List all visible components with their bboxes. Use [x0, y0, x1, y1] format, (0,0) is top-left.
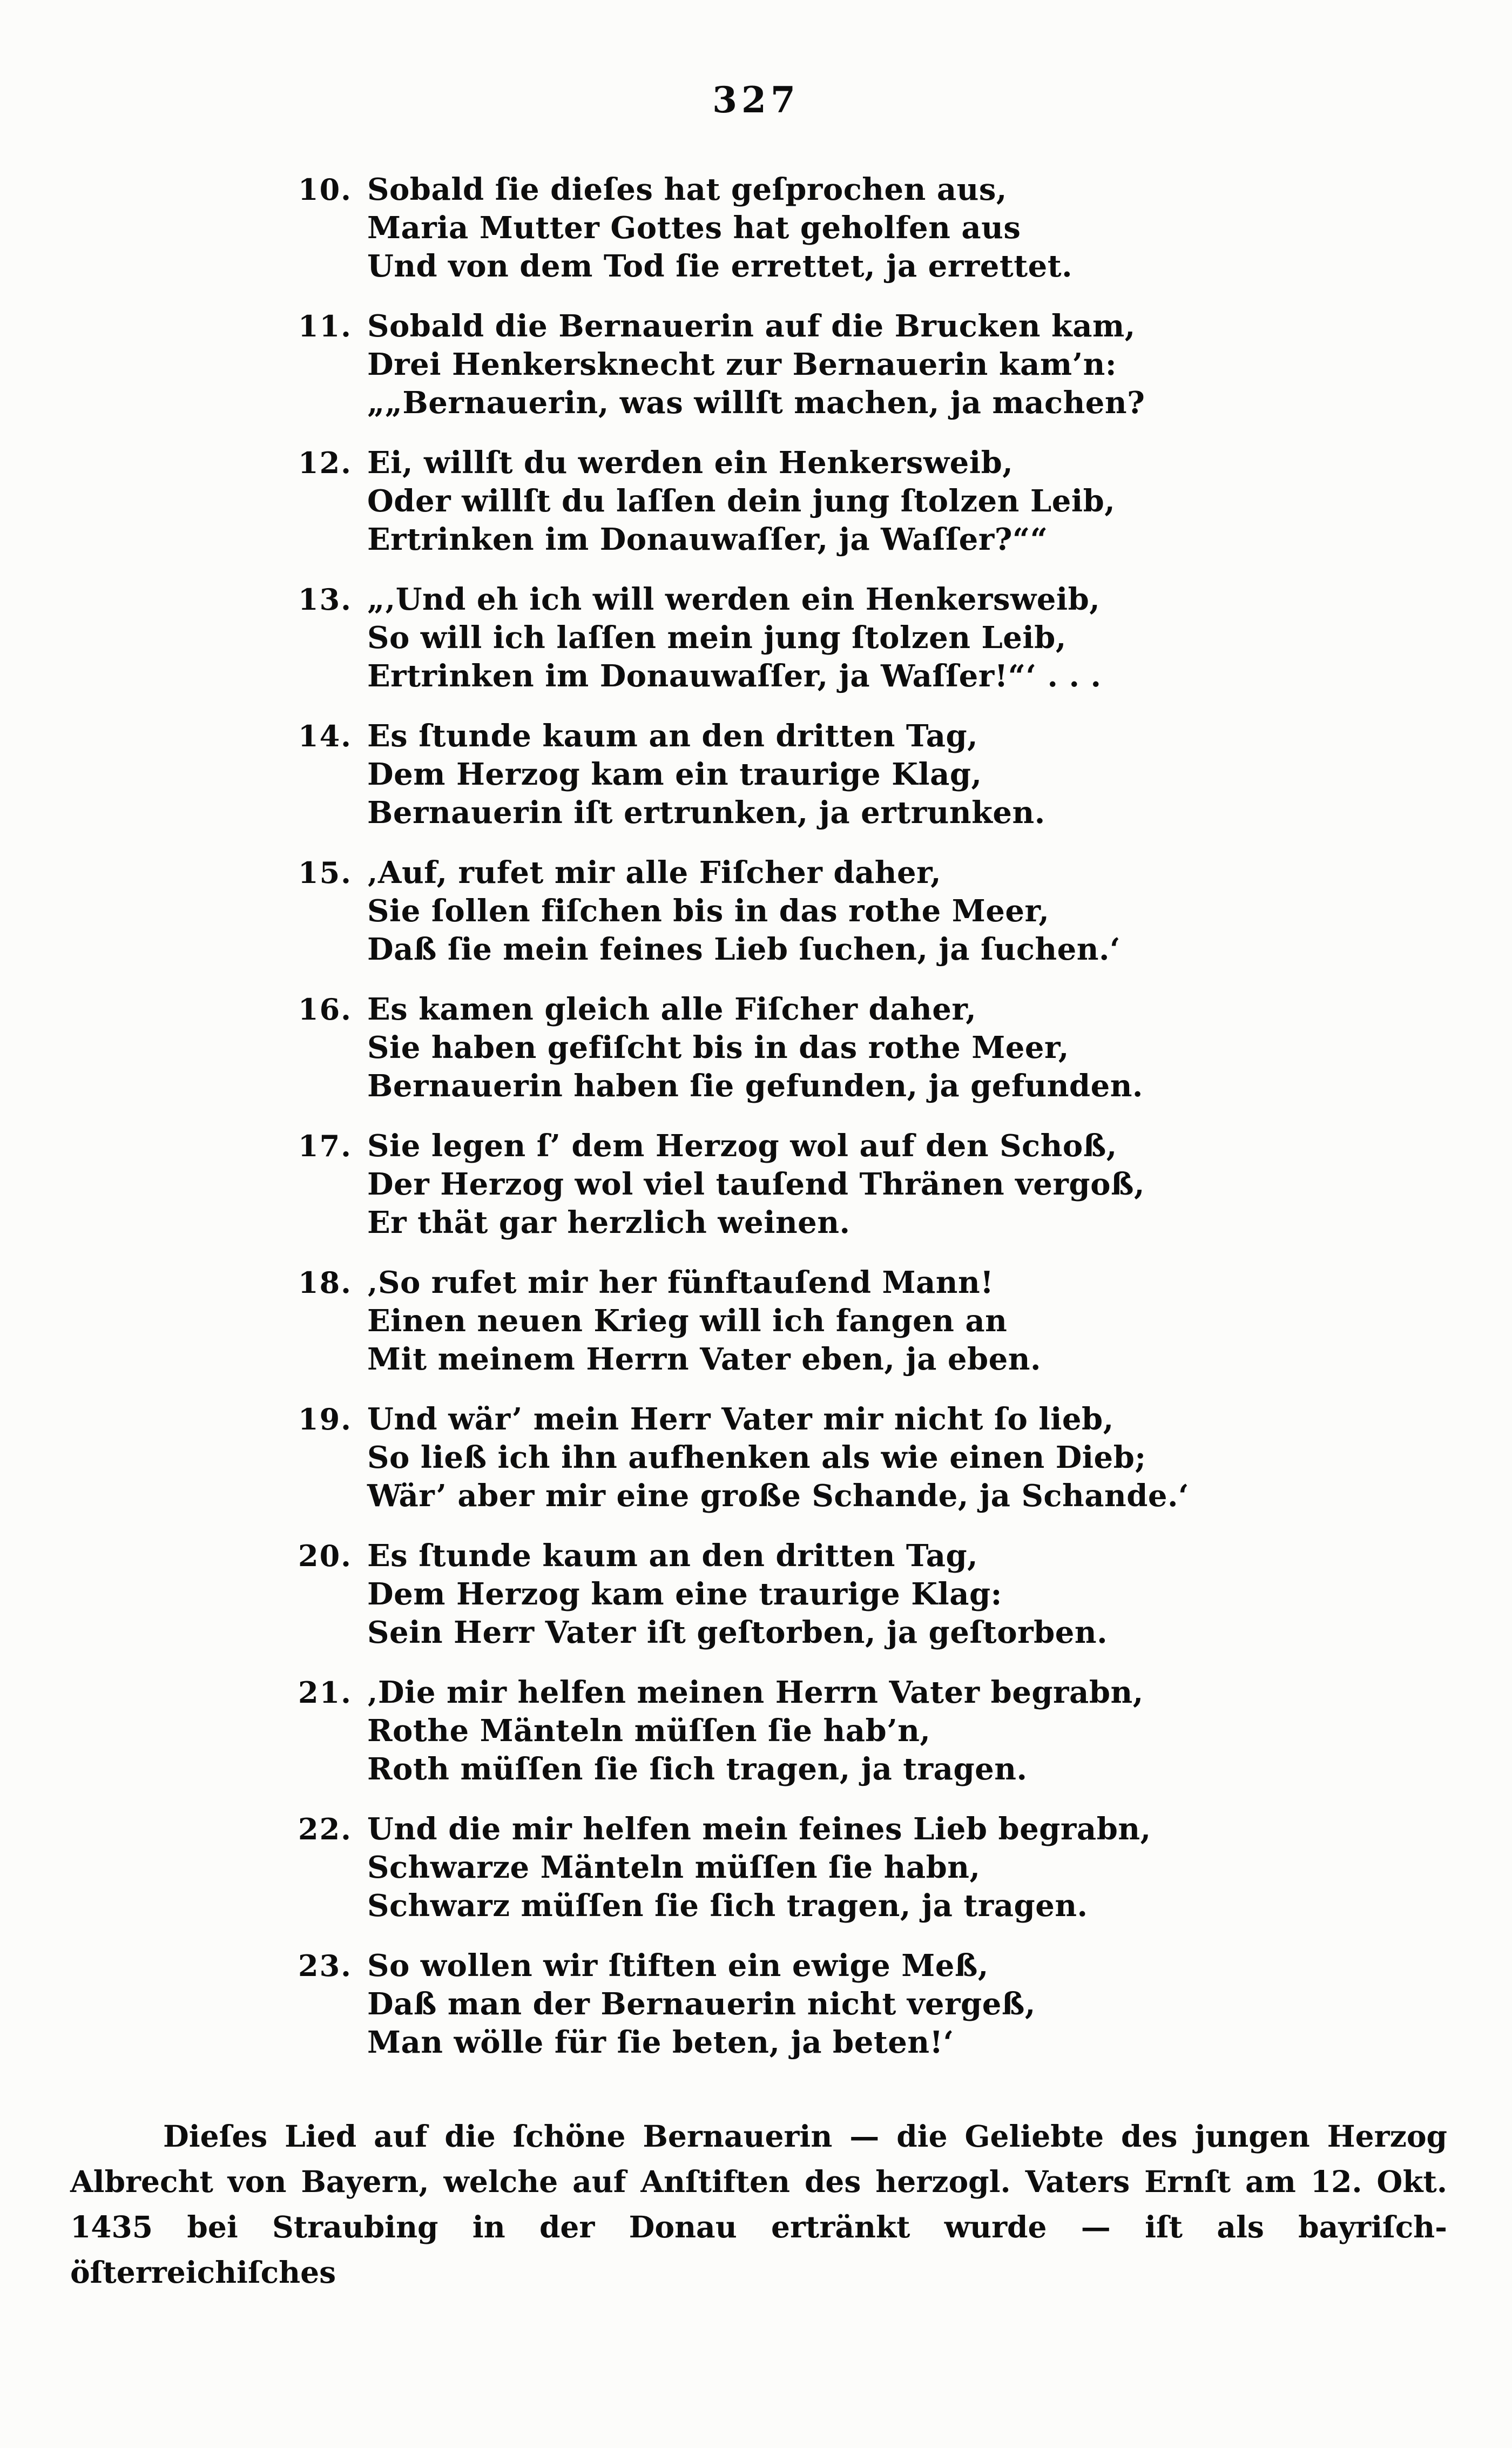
stanza-number: 20. — [298, 1539, 352, 1573]
verse-line: Drei Henkersknecht zur Bernauerin kam’n: — [367, 347, 1117, 382]
stanza-number: 13. — [298, 582, 352, 617]
verse-line: „‚Und eh ich will werden ein Henkersweib, — [367, 582, 1101, 617]
stanza-number: 16. — [298, 992, 352, 1027]
stanza-18 — [298, 1264, 1512, 1379]
verse-line: Sie haben gefiſcht bis in das rothe Meer, — [367, 1030, 1069, 1065]
verse-line: Es ſtunde kaum an den dritten Tag, — [367, 718, 978, 754]
verse-line: Schwarze Mänteln müſſen ſie habn, — [367, 1850, 981, 1885]
verse-line: Sein Herr Vater iſt geſtorben, ja geſtorben. — [367, 1615, 1108, 1650]
verse-line: Dem Herzog kam eine traurige Klag: — [367, 1576, 1002, 1612]
verse-line: Dem Herzog kam ein traurige Klag, — [367, 757, 982, 792]
verse-line: Und die mir helfen mein feines Lieb begrabn, — [367, 1811, 1151, 1847]
stanza-21 — [298, 1674, 1512, 1789]
stanza-20 — [298, 1537, 1512, 1652]
stanza-10 — [298, 171, 1512, 286]
verse-line: Sie ſollen fiſchen bis in das rothe Meer, — [367, 893, 1050, 929]
verse-line: Rothe Mänteln müſſen ſie hab’n, — [367, 1713, 931, 1749]
stanza-number: 21. — [298, 1675, 352, 1710]
verse-line: Es kamen gleich alle Fiſcher daher, — [367, 992, 977, 1027]
verse-line: Und wär’ mein Herr Vater mir nicht ſo lieb, — [367, 1401, 1114, 1437]
verse-line: ‚So rufet mir her fünftauſend Mann! — [367, 1265, 994, 1300]
stanza-19 — [298, 1400, 1512, 1515]
stanza-number: 18. — [298, 1265, 352, 1300]
stanza-number: 15. — [298, 855, 352, 890]
verse-line: Er thät gar herzlich weinen. — [367, 1205, 850, 1240]
stanza-14 — [298, 717, 1512, 832]
verse-line: Sie legen ſ’ dem Herzog wol auf den Schoß, — [367, 1128, 1117, 1164]
verse-line: So ließ ich ihn aufhenken als wie einen Dieb; — [367, 1440, 1146, 1475]
stanza-number: 11. — [298, 309, 352, 343]
verse-line: Sobald die Bernauerin auf die Brucken kam, — [367, 308, 1136, 344]
stanza-number: 17. — [298, 1129, 352, 1163]
verse-line: Ertrinken im Donauwaſſer, ja Waſſer?““ — [367, 522, 1048, 557]
stanza-13 — [298, 581, 1512, 696]
poem — [298, 171, 1512, 2062]
page-number: 327 — [712, 79, 800, 121]
verse-line: Ertrinken im Donauwaſſer, ja Waſſer!“‘ . . . — [367, 658, 1102, 694]
stanza-number: 12. — [298, 446, 352, 480]
footnote-line: Dieſes Lied auf die ſchöne Bernauerin — die Geliebte des jungen Herzog — [163, 2119, 1447, 2154]
stanza-17 — [298, 1127, 1512, 1242]
footnote-line: 1435 bei Straubing in der Donau ertränkt wurde — iſt als bayriſch-öſterreichiſches — [70, 2209, 1447, 2290]
verse-line: Sobald ſie dieſes hat geſprochen aus, — [367, 172, 1007, 207]
verse-line: So will ich laſſen mein jung ſtolzen Leib, — [367, 620, 1066, 656]
verse-line: Der Herzog wol viel tauſend Thränen vergoß, — [367, 1166, 1145, 1202]
footnote-line: Albrecht von Bayern, welche auf Anſtiften des herzogl. Vaters Ernſt am 12. Okt. — [70, 2164, 1447, 2199]
stanza-number: 19. — [298, 1402, 352, 1437]
stanza-12 — [298, 444, 1512, 559]
stanza-number: 10. — [298, 172, 352, 207]
verse-line: Daß man der Bernauerin nicht vergeß, — [367, 1986, 1036, 2022]
stanza-16 — [298, 990, 1512, 1105]
verse-line: Wär’ aber mir eine große Schande, ja Schande.‘ — [367, 1478, 1189, 1514]
stanza-22 — [298, 1810, 1512, 1925]
verse-line: Mit meinem Herrn Vater eben, ja eben. — [367, 1341, 1042, 1377]
verse-line: Schwarz müſſen ſie ſich tragen, ja tragen. — [367, 1888, 1088, 1924]
stanza-15 — [298, 854, 1512, 969]
verse-line: Einen neuen Krieg will ich fangen an — [367, 1303, 1008, 1339]
footnote-paragraph — [70, 2114, 1447, 2295]
verse-line: Es ſtunde kaum an den dritten Tag, — [367, 1538, 978, 1574]
verse-line: Man wölle für ſie beten, ja beten!‘ — [367, 2025, 954, 2060]
verse-line: ‚Die mir helfen meinen Herrn Vater begrabn, — [367, 1675, 1144, 1710]
verse-line: „„Bernauerin, was willſt machen, ja machen? — [367, 385, 1145, 421]
verse-line: Roth müſſen ſie ſich tragen, ja tragen. — [367, 1751, 1028, 1787]
stanza-23 — [298, 1947, 1512, 2062]
verse-line: Daß ſie mein feines Lieb ſuchen, ja ſuchen.‘ — [367, 932, 1120, 967]
stanza-number: 14. — [298, 719, 352, 753]
verse-line: Bernauerin iſt ertrunken, ja ertrunken. — [367, 795, 1045, 831]
verse-line: So wollen wir ſtiften ein ewige Meß, — [367, 1948, 989, 1984]
verse-line: Ei, willſt du werden ein Henkersweib, — [367, 445, 1014, 481]
verse-line: Oder willſt du laſſen dein jung ſtolzen Leib, — [367, 483, 1116, 519]
stanza-number: 22. — [298, 1812, 352, 1846]
stanza-number: 23. — [298, 1948, 352, 1983]
verse-line: Maria Mutter Gottes hat geholfen aus — [367, 210, 1021, 246]
verse-line: Und von dem Tod ſie errettet, ja errettet. — [367, 248, 1073, 284]
verse-line: Bernauerin haben ſie gefunden, ja gefunden. — [367, 1068, 1143, 1104]
stanza-11 — [298, 307, 1512, 422]
verse-line: ‚Auf, rufet mir alle Fiſcher daher, — [367, 855, 942, 891]
